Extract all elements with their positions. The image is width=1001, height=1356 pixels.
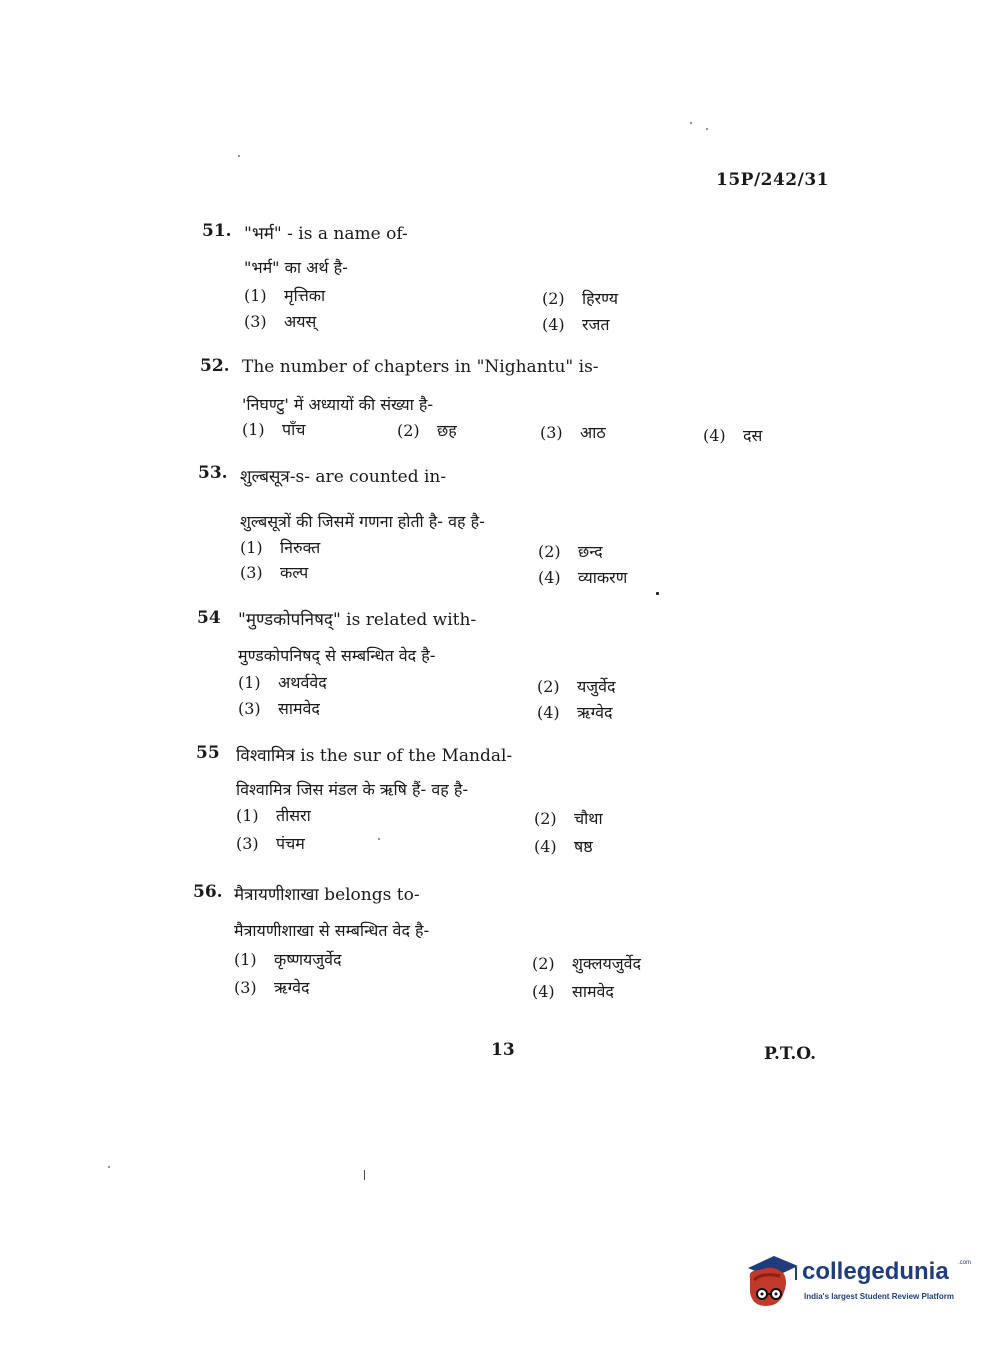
- scan-speck: [238, 155, 240, 157]
- question-number: 55: [196, 743, 220, 763]
- option-text: कृष्णयजुर्वेद: [274, 950, 342, 969]
- scan-speck: [364, 1170, 365, 1180]
- paper-code: 15P/242/31: [716, 170, 830, 190]
- option-number: (3): [540, 423, 563, 442]
- option-text: सामवेद: [572, 982, 614, 1001]
- option: [244, 310, 316, 332]
- option-number: (4): [532, 982, 555, 1001]
- option-number: (1): [240, 538, 263, 557]
- option-number: (1): [242, 420, 265, 439]
- option-text: दस: [743, 426, 763, 445]
- option: [532, 980, 614, 1002]
- option-text: अथर्ववेद: [278, 673, 327, 692]
- question-number: 56.: [193, 882, 223, 902]
- scan-speck: [706, 128, 708, 130]
- option-number: (4): [542, 315, 565, 334]
- question-text-hi: विश्वामित्र जिस मंडल के ऋषि हैं- वह है-: [236, 780, 469, 799]
- option: [242, 418, 305, 440]
- option-text: ऋग्वेद: [577, 703, 613, 722]
- option: [244, 284, 325, 306]
- option: [540, 421, 606, 443]
- option-text: षष्ठ: [574, 837, 593, 856]
- scan-speck: [108, 1166, 110, 1168]
- option-number: (3): [240, 563, 263, 582]
- brand-name: collegedunia: [802, 1258, 949, 1285]
- option-text: शुक्लयजुर्वेद: [572, 954, 641, 973]
- option-number: (3): [238, 699, 261, 718]
- question-number: 53.: [198, 463, 228, 483]
- question-text-en: शुल्बसूत्र-s- are counted in-: [240, 467, 447, 487]
- option-text: व्याकरण: [578, 568, 628, 587]
- pto-label: P.T.O.: [764, 1044, 816, 1064]
- option: [537, 701, 613, 723]
- question-text-en: विश्वामित्र is the sur of the Mandal-: [236, 746, 513, 766]
- option-number: (1): [236, 806, 259, 825]
- option: [236, 832, 305, 854]
- option-text: चौथा: [574, 809, 603, 828]
- question-text-en: "मुण्डकोपनिषद्" is related with-: [238, 610, 477, 630]
- option: [234, 976, 310, 998]
- option-number: (1): [238, 673, 261, 692]
- option: [534, 807, 603, 829]
- option-number: (4): [534, 837, 557, 856]
- question-text-hi: मुण्डकोपनिषद् से सम्बन्धित वेद है-: [238, 646, 436, 665]
- option: [542, 287, 618, 309]
- option-number: (1): [244, 286, 267, 305]
- option-text: रजत: [582, 315, 610, 334]
- option: [234, 948, 342, 970]
- option: [532, 952, 641, 974]
- option: [538, 566, 627, 588]
- option-text: निरुक्त: [280, 538, 321, 557]
- option-text: सामवेद: [278, 699, 320, 718]
- option: [240, 536, 320, 558]
- option-text: ऋग्वेद: [274, 978, 310, 997]
- option-text: पंचम: [276, 834, 305, 853]
- option-text: छन्द: [578, 542, 603, 561]
- brand-suffix: .com: [958, 1260, 972, 1266]
- option-number: (3): [234, 978, 257, 997]
- scan-speck: [378, 838, 380, 840]
- question-text-hi: 'निघण्टु' में अध्यायों की संख्या है-: [242, 395, 434, 414]
- option-text: आठ: [580, 423, 606, 442]
- option-text: अयस्: [284, 312, 317, 331]
- question-number: 52.: [200, 356, 230, 376]
- option: [538, 540, 603, 562]
- option-number: (3): [236, 834, 259, 853]
- scan-speck: [656, 592, 659, 595]
- collegedunia-logo: [740, 1252, 970, 1312]
- question-text-en: The number of chapters in "Nighantu" is-: [242, 357, 599, 377]
- option-number: (2): [542, 289, 565, 308]
- option-text: कल्प: [280, 563, 309, 582]
- question-text-hi: "भर्म" का अर्थ है-: [244, 258, 348, 277]
- option: [238, 671, 327, 693]
- option: [534, 835, 593, 857]
- option-number: (2): [537, 677, 560, 696]
- question-number: 54: [197, 608, 221, 628]
- option: [703, 424, 762, 446]
- scan-speck: [690, 122, 692, 124]
- option-number: (4): [703, 426, 726, 445]
- option-text: छह: [437, 421, 457, 440]
- option: [397, 419, 457, 441]
- brand-tagline: India's largest Student Review Platform: [804, 1292, 954, 1301]
- option-number: (2): [534, 809, 557, 828]
- option-text: हिरण्य: [582, 289, 619, 308]
- option: [236, 804, 311, 826]
- option-number: (4): [537, 703, 560, 722]
- option-number: (2): [538, 542, 561, 561]
- question-text-hi: मैत्रायणीशाखा से सम्बन्धित वेद है-: [234, 921, 430, 940]
- option: [537, 675, 616, 697]
- question-text-en: "भर्म" - is a name of-: [244, 224, 408, 244]
- option-text: तीसरा: [276, 806, 311, 825]
- option-text: मृत्तिका: [284, 286, 326, 305]
- option: [238, 697, 320, 719]
- option-text: यजुर्वेद: [577, 677, 616, 696]
- option: [240, 561, 308, 583]
- option-number: (2): [532, 954, 555, 973]
- option-number: (3): [244, 312, 267, 331]
- option-text: पाँच: [282, 420, 306, 439]
- question-text-en: मैत्रायणीशाखा belongs to-: [234, 885, 420, 905]
- mascot-icon: [740, 1252, 800, 1312]
- option: [542, 313, 610, 335]
- question-number: 51.: [202, 221, 232, 241]
- option-number: (2): [397, 421, 420, 440]
- option-number: (1): [234, 950, 257, 969]
- question-text-hi: शुल्बसूत्रों की जिसमें गणना होती है- वह है-: [240, 512, 485, 531]
- page-number: 13: [491, 1040, 515, 1060]
- option-number: (4): [538, 568, 561, 587]
